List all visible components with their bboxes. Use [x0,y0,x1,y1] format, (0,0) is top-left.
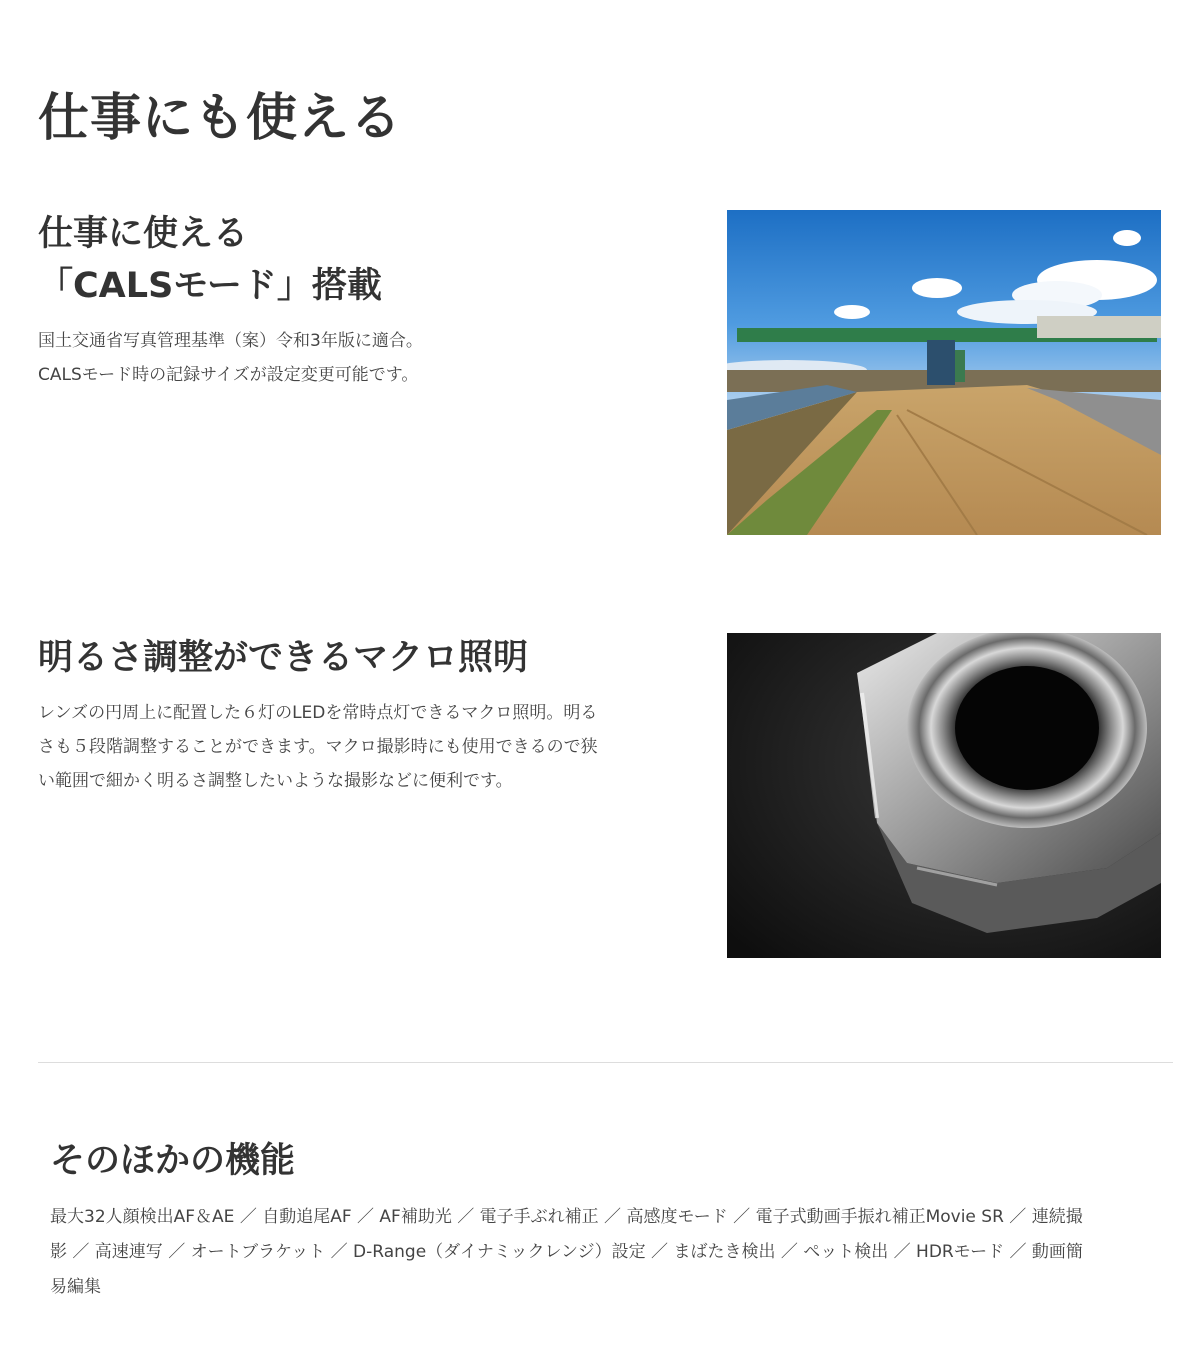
feature-description [38,324,423,392]
feature-description-line: CALSモード時の記録サイズが設定変更可能です。 [38,365,419,385]
construction-site-image [727,210,1161,535]
feature-description-line: レンズの円周上に配置した６灯のLEDを常時点灯できるマクロ照明。明る [38,703,598,723]
other-features-line: 最大32人顔検出AF＆AE ／ 自動追尾AF ／ AF補助光 ／ 電子手ぶれ補正 ／ 高感度モード ／ 電子式動画手振れ補正Movie SR ／ 連続撮 [50,1207,1083,1227]
construction-site-photo [727,210,1161,535]
section-divider [38,1062,1173,1063]
feature-description-line: さも５段階調整することができます。マクロ撮影時にも使用できるので狭 [38,737,598,757]
feature-description-line: 国土交通省写真管理基準（案）令和3年版に適合。 [38,331,423,351]
other-features-list [50,1200,1175,1305]
feature-title [38,208,382,312]
feature-title-line: 「CALSモード」搭載 [38,266,382,306]
hex-nut-image [727,633,1161,958]
page-title: 仕事にも使える [38,89,403,148]
feature-description-line: い範囲で細かく明るさ調整したいような撮影などに便利です。 [38,771,513,791]
other-features-line: 影 ／ 高速連写 ／ オートブラケット ／ D-Range（ダイナミックレンジ）設定 ／ まばたき検出 ／ ペット検出 ／ HDRモード ／ 動画簡 [50,1242,1083,1262]
hex-nut-photo [727,633,1161,958]
feature-description [38,696,598,798]
feature-title-line: 仕事に使える [38,214,249,254]
other-features-title: そのほかの機能 [50,1141,296,1181]
other-features-line: 易編集 [50,1277,101,1297]
feature-title: 明るさ調整ができるマクロ照明 [38,638,529,678]
